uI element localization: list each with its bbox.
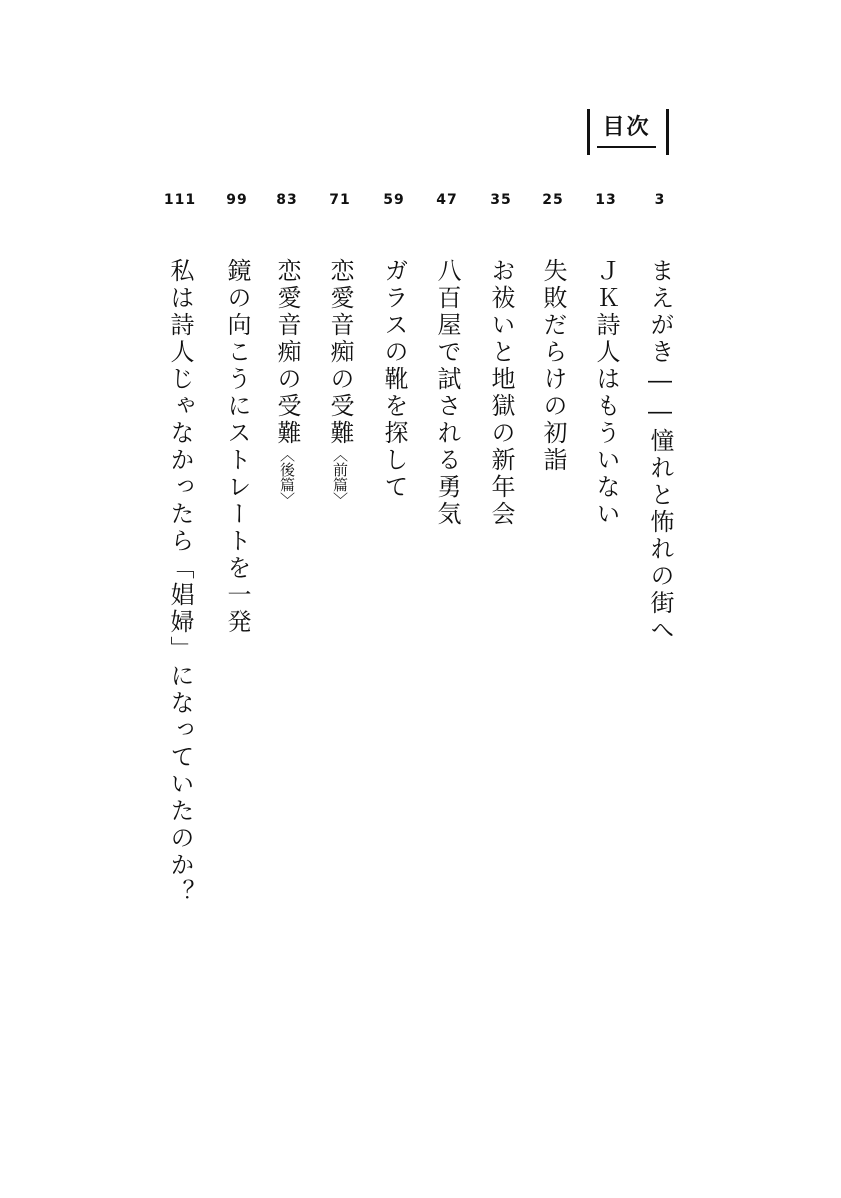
chapter-title: 失敗だらけの初詣 <box>539 258 567 474</box>
chapter-title: お祓いと地獄の新年会 <box>487 258 515 528</box>
chapter-title: 八百屋で試される勇気 <box>433 258 461 528</box>
chapter-title-main: 恋愛音痴の受難 <box>326 258 354 447</box>
heading-right-bar <box>666 109 669 155</box>
chapter-subtitle: 〈後篇〉 <box>278 447 296 507</box>
chapter-title <box>320 258 360 507</box>
chapter-title: 鏡の向こうにストレートを一発 <box>223 258 251 636</box>
toc-heading <box>587 109 669 155</box>
page-number: 13 <box>595 192 617 208</box>
chapter-title: ＪＫ詩人はもういない <box>592 258 620 528</box>
page-number: 71 <box>329 192 351 208</box>
page-number: 25 <box>542 192 564 208</box>
page-number: 111 <box>163 192 197 208</box>
heading-box <box>597 114 656 148</box>
page-number: 59 <box>383 192 405 208</box>
chapter-title: まえがき――憧れと怖れの街へ <box>646 258 674 644</box>
toc-title: 目次 <box>602 115 651 140</box>
chapter-subtitle: 〈前篇〉 <box>331 447 349 507</box>
chapter-title-main: 恋愛音痴の受難 <box>273 258 301 447</box>
page-number: 99 <box>226 192 248 208</box>
page-number: 35 <box>490 192 512 208</box>
page-number: 3 <box>654 192 666 208</box>
chapter-title <box>267 258 307 507</box>
chapter-title: ガラスの靴を探して <box>380 258 408 501</box>
page-number: 83 <box>276 192 298 208</box>
chapter-title: 私は詩人じゃなかったら「娼婦」になっていたのか？ <box>166 258 194 906</box>
heading-left-bar <box>587 109 590 155</box>
page-number: 47 <box>436 192 458 208</box>
